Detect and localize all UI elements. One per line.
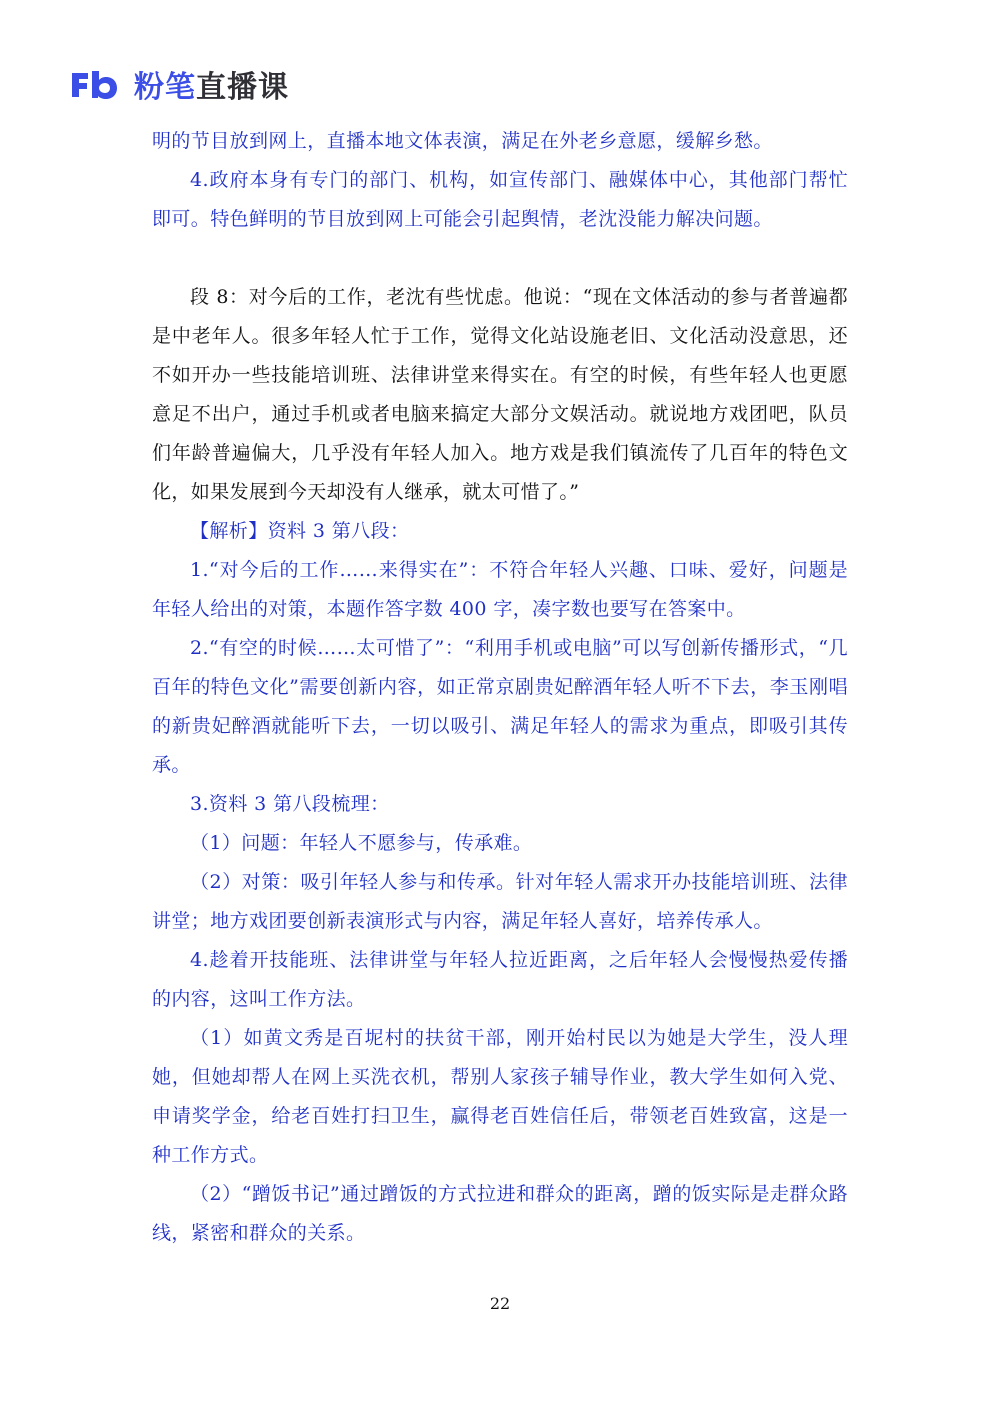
brand-accent: 粉笔 [134,70,196,105]
analysis-subpoint-problem: （1）问题：年轻人不愿参与，传承难。 [190,832,533,854]
page-number: 22 [489,1294,511,1313]
source-paragraph-8: 段 8：对今后的工作，老沈有些忧虑。他说：“现在文体活动的参与者普遍都是中老年人。很多年轻人忙于工作，觉得文化站设施老旧、文化活动没意思，还不如开办一些技能培训班、法律讲堂来得实在。有空的时候，有些年轻人也更愿意足不出户，通过手机或者电脑来搞定大部分文娱活动。就说地方戏团吧，队员们年龄普遍偏大，几乎没有年轻人加入。地方戏是我们镇流传了几百年的特色文化，如果发展到今天却没有人继承，就太可惜了。” [152,286,848,503]
fb-logo-icon [70,67,122,101]
header [70,62,289,106]
analysis-example-1: （1）如黄文秀是百坭村的扶贫干部，刚开始村民以为她是大学生，没人理她，但她却帮人在网上买洗衣机，帮别人家孩子辅导作业，教大学生如何入党、申请奖学金，给老百姓打扫卫生，赢得老百姓信任后，带领老百姓致富，这是一种工作方式。 [152,1027,848,1166]
analysis-point-2: 2.“有空的时候……太可惜了”：“利用手机或电脑”可以写创新传播形式，“几百年的特色文化”需要创新内容，如正常京剧贵妃醉酒年轻人听不下去，李玉刚唱的新贵妃醉酒就能听下去，一切以吸引、满足年轻人的需求为重点，即吸引其传承。 [152,637,848,776]
analysis-point-3: 3.资料 3 第八段梳理： [190,793,390,815]
spacer [152,239,848,278]
analysis-paragraph-2: 4.政府本身有专门的部门、机构，如宣传部门、融媒体中心，其他部门帮忙即可。特色鲜明的节目放到网上可能会引起舆情，老沈没能力解决问题。 [152,169,848,230]
analysis-subpoint-countermeasure: （2）对策：吸引年轻人参与和传承。针对年轻人需求开办技能培训班、法律讲堂；地方戏团要创新表演形式与内容，满足年轻人喜好，培养传承人。 [152,871,848,932]
analysis-example-2: （2）“蹭饭书记”通过蹭饭的方式拉进和群众的距离，蹭的饭实际是走群众路线，紧密和群众的关系。 [152,1183,848,1244]
analysis-paragraph-1: 明的节目放到网上，直播本地文体表演，满足在外老乡意愿，缓解乡愁。 [152,130,773,152]
document-body [152,122,848,1253]
analysis-heading: 【解析】资料 3 第八段： [190,520,410,542]
analysis-point-4: 4.趁着开技能班、法律讲堂与年轻人拉近距离，之后年轻人会慢慢热爱传播的内容，这叫工作方法。 [152,949,848,1010]
analysis-point-1: 1.“对今后的工作……来得实在”：不符合年轻人兴趣、口味、爱好，问题是年轻人给出的对策，本题作答字数 400 字，凑字数也要写在答案中。 [152,559,848,620]
brand-name [134,62,289,106]
brand-rest: 直播课 [196,70,289,105]
